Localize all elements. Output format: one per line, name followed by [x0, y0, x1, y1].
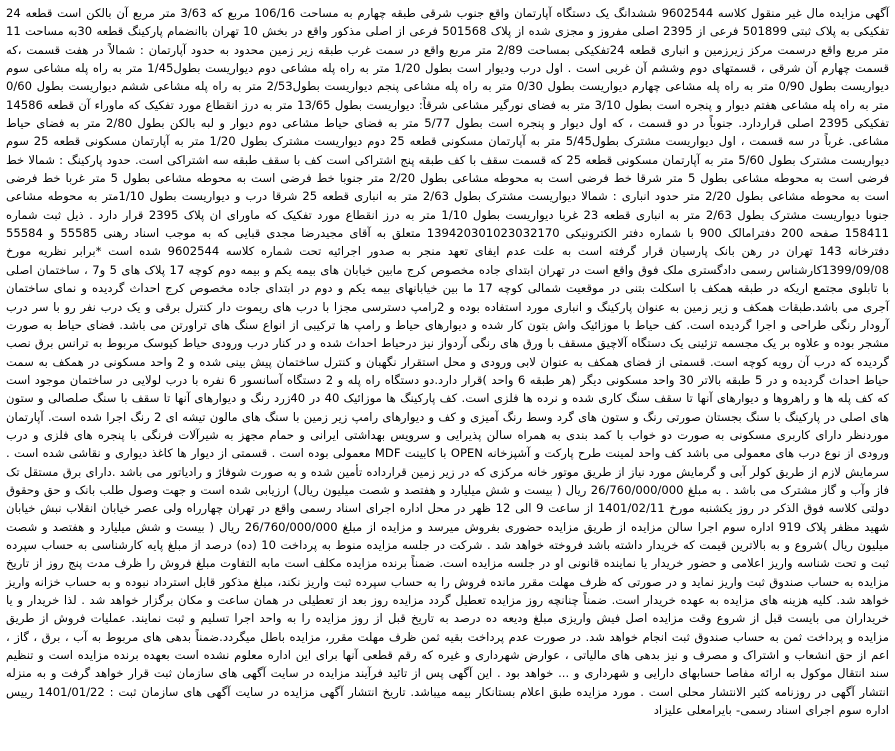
notice-body-text: آگهی مزایده مال غیر منقول کلاسه 9602544 ششدانگ یک دستگاه آپارتمان واقع جنوب شرقی طبقه چهارم به مساحت 106/16 مربع که 3/63 متر مربع آن بالکن است قطعه 24 تفکیکی به پلاک ثبتی 501899 فرعی از 2395 اصلی مفروز و مجزی شده از پلاک 501568 فرعی از اصلی مذکور واقع در بخش 10 تهران باانضمام پارکینگ قطعه 30به مساحت 11 متر مربع واقع درسمت مرکز زیرزمین و انباری قطعه 24تفکیکی بمساحت 2/89 متر مربع واقع در سمت غرب طبقه زیر زمین محدود به حدود آپارتمان : شمالاً در هفت قسمت ،که قسمت چهارم آن شرقی ، قسمتهای دوم وششم آن غربی است . اول درب ودیوار است بطول 1/20 متر به راه پله مشاعی دوم دیواریست بطول1/45 متر به راه پله مشاعی سوم دیواریست بطول 0/90 متر به راه پله مشاعی چهارم دیواریست بطول 0/30 متر به راه پله مشاعی پنجم دیواریست بطول2/53 متر به راه پله مشاعی ششم دیواریست بطول 0/60 متر به راه پله مشاعی هفتم دیوار و پنجره است بطول 3/10 متر به فضای نورگیر مشاعی شرقاً: دیواریست بطول 13/65 متر به درز انقطاع مورد تفکیک که ماوراء آن قطعه 14586 تفکیکی 2395 اصلی قراردارد. جنوباً در دو قسمت ، که اول دیوار و پنجره است بطول 5/77 متر به فضای حیاط مشاعی دوم دیوار و لبه بالکن بطول 2/80 متر به فضای حیاط مشاعی. غرباً در سه قسمت ، اول دیواریست مشترک بطول5/45 متر به آپارتمان مسکونی قطعه 25 دوم دیواریست مشترک بطول 1/20 متر به آپارتمان مسکونی قطعه 25 سوم دیواریست مشترک بطول 5/60 متر به آپارتمان مسکونی قطعه 25 که قسمت سقف با کف طبقه پنج اشتراکی است کف با سقف طبقه سه اشتراکی است. حدود پارکینگ : شمالا خط فرضی است به محوطه مشاعی بطول 5 متر شرقا خط فرضی است به محوطه مشاعی بطول 2/20 متر جنوبا خط فرضی است به محوطه مشاعی بطول 5 متر غربا خط فرضی است به محوطه مشاعی بطول 2/20 متر حدود انباری : شمالا دیواریست مشترک بطول 2/63 متر به انباری قطعه 25 شرقا درب و دیواریست بطول 1/10متر به محوطه مشاعی جنوبا دیواریست مشترک بطول 2/63 متر به انباری قطعه 23 غربا دیواریست بطول 1/10 متر به درز انقطاع مورد تفکیک که ماورای ان پلاک 2395 قرار دارد . ذیل ثبت شماره 158411 صفحه 200 دفترامالک 900 با شماره دفتر الکترونیکی 139420301023032170 متعلق به آقای مجیدرضا مجدی قبایی که به موجب اسناد رهنی 55585 و 55584 دفترخانه 143 تهران در رهن بانک پارسیان قرار گرفته است به علت عدم ایفای تعهد منجر به صدور اجرائیه تحت شماره کلاسه 9602544 شده است *برابر نظریه مورخ 1399/09/08کارشناس رسمی دادگستری ملک فوق واقع است در تهران ابتدای جاده مخصوص کرج مابین خیابان های بیمه یکم و بیمه دوم کوچه 17 پلاک های 5 و7 ، ساختمان اصلی با تابلوی مجتمع اریکه در طبقه همکف با اسکلت بتنی در موقعیت شمالی کوچه 17 ما بین خیابانهای بیمه یکم و دوم در ابتدای جاده مخصوص کرج احداث گردیده و نمای ساختمان آجری می باشد.طبقات همکف و زیر زمین به عنوان پارکینگ و انباری مورد استفاده بوده و 2رامپ دسترسی مجزا با درب های ریموت دار کنترل برقی و یک درب نفر رو با سر درب آرودار رنگی طراحی و اجرا گردیده است. کف حیاط با موزائیک واش بتون کار شده و دیوارهای حیاط و رامپ ها ترکیبی از انواع سنگ های تراورتن می باشد. فضای حیاط به صورت مشجر بوده و علاوه بر یک مجسمه تزئینی یک دستگاه آلاچیق مسقف با ورق های رنگی آردواز نیز درحیاط احداث شده و در کنار درب ورودی حیاط کیوسک مربوط به ترانس برق نصب گردیده که درب آن رویه کوچه است. قسمتی از فضای همکف به عنوان لابی ورودی و محل استقرار نگهبان و کنترل ساختمان پیش بینی شده و 2 واحد مسکونی در همکف به سمت حیاط احداث گردیده و در 5 طبقه بالاتر 30 واحد مسکونی دیگر (هر طبقه 6 واحد )قرار دارد.دو دستگاه راه پله و 2 دستگاه آسانسور 6 نفره با درب لولایی در ساختمان موجود است که کف پله ها و راهروها و دیوارهای آنها تا سقف سنگ کاری شده و نرده ها فلزی است. کف پارکینگ ها موزائیک 40 در 40زرد رنگ و دیوارهای آنها تا سقف با سنگ صلصالی و ستون های اصلی در پارکینگ با سنگ بجستان صورتی رنگ و ستون های گرد وسط رنگ آمیزی و کف و دیوارهای رامپ زیر زمین با سنگ های مالون تیشه ای 2 رنگ اجرا شده است. آپارتمان موردنظر دارای کاربری مسکونی به صورت دو خواب با کمد بندی به همراه سالن پذیرایی و سرویس بهداشتی ایرانی و حمام مجهز به شیرآلات فرنگی با پنجره های فلزی و درب ورودی از نوع درب های معمولی می باشد کف واحد لمینت طرح پارکت و آشپزخانه OPEN با کابینت MDF معمولی بوده است . قسمتی از دیوار ها کاغذ دیواری و نقاشی شده است . سرمایش لازم از طریق کولر آبی و گرمایش مورد نیاز از طریق موتور خانه مرکزی که در زیر زمین قرارداده تأمین شده و به صورت شوفاژ و رادیاتور می باشد .دارای برق مستقل تک فاز وآب و گاز مشترک می باشد . به مبلغ 26/760/000/000 ریال ( بیست و شش میلیارد و هفتصد و شصت میلیون ریال) ارزیابی شده است و جهت وصول طلب بانک و حق وحقوق دولتی کلاسه فوق الذکر در روز یکشنبه مورخ 1401/02/11 از ساعت 9 الی 12 ظهر در محل اداره اجرای اسناد رسمی واقع در تهران چهارراه ولی عصر خیابان انقلاب نبش خیابان شهید مظفر پلاک 919 اداره سوم اجرا سالن مزایده از طریق مزایده حضوری بفروش میرسد و مزایده از مبلغ 26/760/000/000 ریال ( بیست و شش میلیارد و هفتصد و شصت میلیون ریال )شروع و به بالاترین قیمت که خریدار داشته باشد فروخته خواهد شد . شرکت در جلسه مزایده منوط به پرداخت 10 (ده) درصد از مبلغ پایه کارشناسی به حساب سپرده ثبت و تحت شناسه واریز اعلامی و حضور خریدار یا نماینده قانونی او در جلسه مزایده است. ضمناً برنده مزایده مکلف است مابه التفاوت مبلغ فروش را ظرف مدت پنج روز از تاریخ مزایده به حساب صندوق ثبت واریز نماید و در صورتی که ظرف مهلت مقرر مانده فروش را به حساب سپرده ثبت واریز نکند، مبلغ مذکور قابل استرداد نبوده و به حساب خزانه واریز خواهد شد. کلیه هزینه های مزایده به عهده خریدار است. ضمناً چنانچه روز مزایده تعطیل گردد مزایده روز بعد از تعطیلی در همان ساعت و مکان برگزار خواهد شد . لذا خریدار و یا خریداران می بایست قبل از شروع وقت مزایده اصل فیش واریزی مبلغ ودیعه ده درصد به تاریخ قبل از روز مزایده را به واحد اجرا تسلیم و ثبت نمایند. عملیات فروش از طریق مزایده و پرداخت ثمن به حساب صندوق ثبت انجام خواهد شد. در صورت عدم پرداخت بقیه ثمن ظرف مهلت مقرر، مزایده باطل میگردد.ضمناً بدهی های مربوط به آب ، برق ، گاز ، اعم از حق انشعاب و اشتراک و مصرف و نیز بدهی های مالیاتی ، عوارض شهرداری و غیره که رقم قطعی آنها برای این اداره معلوم نشده است بعهده برنده مزایده است و تنظیم سند انتقال موکول به ارائه مفاصا حسابهای دارایی و شهرداری و ... خواهد بود . این آگهی پس از تائید فرآیند مزایده در سایت آگهی های سازمان ثبت قرار خواهد گرفت و به منزله انتشار آگهی در روزنامه کثیر الانتشار محلی است . مورد مزایده طبق اعلام بستانکار بیمه میباشد. تاریخ انتشار آگهی مزایده در سایت آگهی های سازمان ثبت : 1401/01/22 رییس اداره سوم اجرای اسناد رسمی- بایرامعلی علیزاد [6, 6, 890, 718]
